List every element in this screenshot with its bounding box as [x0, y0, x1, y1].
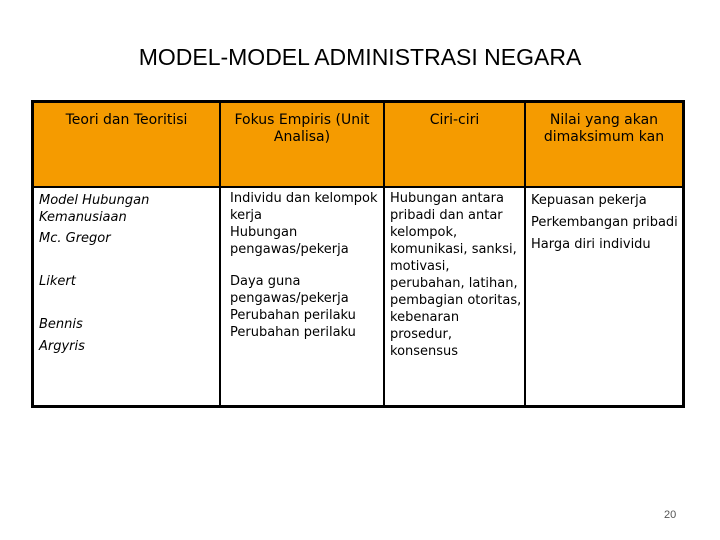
theorist-bennis: Bennis: [39, 317, 83, 332]
header-theory: Teori dan Teoritisi: [65, 112, 188, 128]
theorist-gregor: Mc. Gregor: [39, 231, 111, 246]
focus-item: Perubahan perilaku: [230, 308, 356, 323]
empirical-focus-column: [230, 190, 382, 341]
header-empirical-focus: Fokus Empiris (Unit Analisa): [234, 112, 370, 145]
header-values: Nilai yang akan dimaksimum kan: [543, 112, 665, 145]
column-divider: [219, 103, 221, 405]
focus-item: Hubungan pengawas/pekerja: [230, 225, 349, 257]
column-divider: [524, 103, 526, 405]
theorist-likert: Likert: [39, 274, 76, 289]
slide-title: MODEL-MODEL ADMINISTRASI NEGARA: [138, 44, 582, 70]
focus-item: Perubahan perilaku: [230, 325, 356, 340]
value-item: Kepuasan pekerja: [531, 193, 647, 208]
focus-item: Daya guna pengawas/pekerja: [230, 274, 349, 306]
column-divider: [383, 103, 385, 405]
header-characteristics: Ciri-ciri: [429, 112, 480, 128]
theory-model: Model Hubungan Kemanusiaan: [39, 193, 150, 225]
theorist-argyris: Argyris: [39, 339, 85, 354]
values-column: [531, 190, 691, 256]
characteristics-column: Hubungan antara pribadi dan antar kelompok, komunikasi, sanksi, motivasi, perubahan, latihan, pembagian otoritas, kebenaran prosedur, konsensus: [390, 191, 522, 359]
focus-item: Individu dan kelompok kerja: [230, 191, 378, 223]
page-number: 20: [664, 509, 677, 521]
value-item: Perkembangan pribadi: [531, 215, 678, 230]
theory-column: [39, 192, 219, 355]
administration-models-table: [31, 100, 685, 408]
value-item: Harga diri individu: [531, 237, 651, 252]
